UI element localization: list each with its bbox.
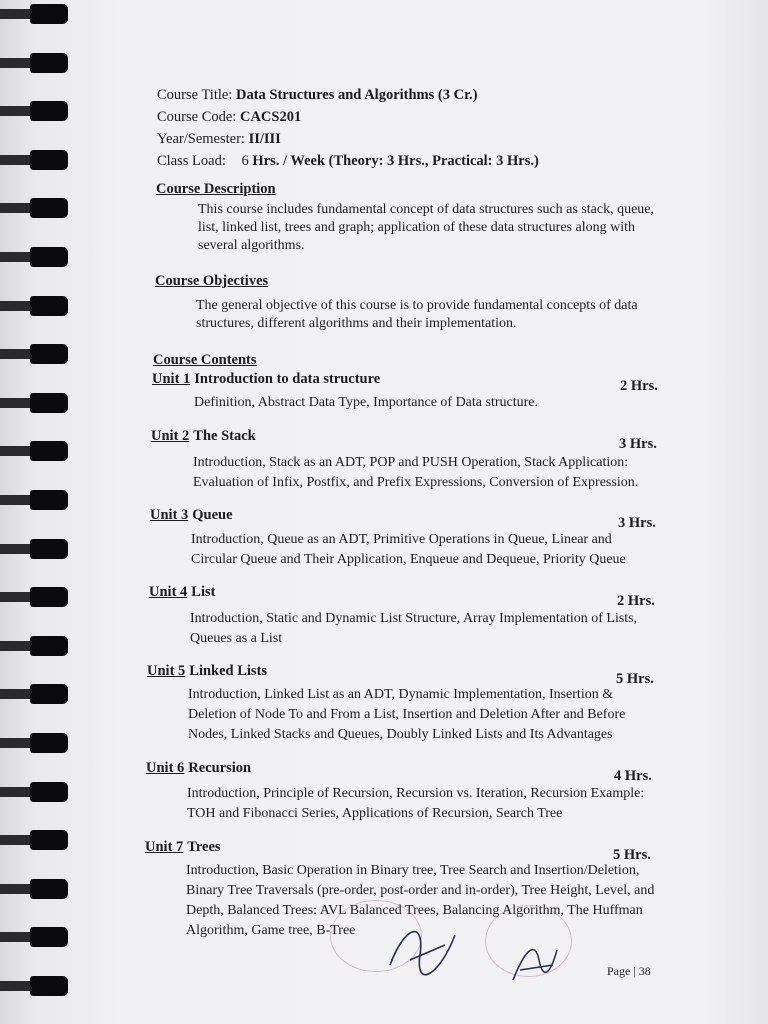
class-load-number: 6 bbox=[241, 153, 249, 169]
course-code-value: CACS201 bbox=[239, 109, 302, 125]
unit-heading bbox=[152, 371, 380, 388]
unit-number: Unit 1 bbox=[152, 371, 191, 387]
course-title-row bbox=[157, 84, 539, 106]
binding-hole bbox=[30, 344, 68, 364]
unit-description: Introduction, Queue as an ADT, Primitive Operations in Queue, Linear and Circular Queue and Their Application, Enqueue and Dequeue, Priority Queue bbox=[191, 532, 626, 567]
unit-title: Introduction to data structure bbox=[194, 371, 381, 387]
unit-number: Unit 4 bbox=[149, 584, 188, 600]
binding-hole bbox=[30, 830, 68, 850]
binding-hole bbox=[30, 53, 68, 73]
class-load-value: Hrs. / Week (Theory: 3 Hrs., Practical: 3 Hrs.) bbox=[252, 153, 539, 169]
binding-hole bbox=[30, 636, 68, 656]
binding-hole bbox=[30, 101, 68, 121]
unit-number: Unit 6 bbox=[146, 760, 185, 776]
unit-number: Unit 2 bbox=[151, 428, 190, 444]
binding-hole bbox=[30, 4, 68, 24]
course-title-label: Course Title: bbox=[157, 87, 233, 103]
binding-hole bbox=[30, 441, 68, 461]
class-load-row bbox=[157, 150, 539, 172]
binding-hole bbox=[30, 490, 68, 510]
unit-heading bbox=[145, 839, 221, 856]
unit-number: Unit 7 bbox=[145, 839, 184, 855]
unit-description: Introduction, Stack as an ADT, POP and PUSH Operation, Stack Application: Evaluation of Infix, Postfix, and Prefix Expressions, Conversion of Expression. bbox=[193, 455, 639, 490]
unit-title: List bbox=[191, 584, 216, 600]
unit-hours: 2 Hrs. bbox=[617, 593, 655, 609]
unit-title: Linked Lists bbox=[189, 663, 268, 679]
unit-description: Introduction, Basic Operation in Binary tree, Tree Search and Insertion/Deletion, Binary Tree Traversals (pre-order, post-order and in-order), Tree Height, Level, and Depth, Balanced Trees: AVL Balanced Trees, Balancing Algorithm, The Huffman Algorithm, Game tree, B-Tree bbox=[186, 863, 655, 938]
binding-hole bbox=[30, 684, 68, 704]
unit-title: The Stack bbox=[193, 428, 256, 444]
unit-hours: 3 Hrs. bbox=[619, 436, 657, 452]
course-code-row bbox=[157, 106, 539, 128]
unit-hours: 4 Hrs. bbox=[614, 768, 652, 784]
course-description-text: This course includes fundamental concept of data structures such as stack, queue, list, linked list, trees and graph; application of these data structures along with several algorithms. bbox=[198, 202, 655, 253]
unit-title: Recursion bbox=[188, 760, 252, 776]
binding-hole bbox=[30, 539, 68, 559]
unit-title: Trees bbox=[187, 839, 221, 855]
binding-hole bbox=[30, 198, 68, 218]
binding-hole bbox=[30, 247, 68, 267]
year-semester-row bbox=[157, 128, 539, 150]
course-objectives-text: The general objective of this course is to provide fundamental concepts of data structures, different algorithms and their implementation. bbox=[196, 298, 638, 331]
page-number: Page | 38 bbox=[607, 964, 651, 978]
course-description-heading: Course Description bbox=[156, 181, 276, 197]
binding-hole bbox=[30, 927, 68, 947]
course-contents-heading: Course Contents bbox=[153, 352, 257, 368]
unit-hours: 2 Hrs. bbox=[620, 378, 658, 394]
unit-hours: 5 Hrs. bbox=[616, 671, 654, 687]
unit-description: Introduction, Static and Dynamic List Structure, Array Implementation of Lists, Queues as a List bbox=[190, 611, 638, 646]
binding-hole bbox=[30, 733, 68, 753]
binding-hole bbox=[30, 879, 68, 899]
unit-heading bbox=[147, 663, 267, 680]
course-title-value: Data Structures and Algorithms (3 Cr.) bbox=[235, 87, 478, 103]
unit-heading bbox=[151, 428, 256, 445]
signature-icon bbox=[380, 915, 470, 985]
course-objectives-heading: Course Objectives bbox=[155, 273, 269, 289]
year-semester-value: II/III bbox=[248, 131, 281, 147]
unit-hours: 5 Hrs. bbox=[613, 847, 651, 863]
binding-hole bbox=[30, 782, 68, 802]
binding-hole bbox=[30, 587, 68, 607]
course-header bbox=[157, 84, 539, 172]
signature-icon bbox=[505, 930, 565, 990]
unit-number: Unit 3 bbox=[150, 507, 189, 523]
unit-heading bbox=[150, 507, 233, 524]
unit-heading bbox=[149, 584, 215, 601]
binding-hole bbox=[30, 393, 68, 413]
binding-hole bbox=[30, 150, 68, 170]
unit-description: Introduction, Linked List as an ADT, Dynamic Implementation, Insertion & Deletion of Node To and From a List, Insertion and Deletion After and Before Nodes, Linked Stacks and Queues, Doubly Linked Lists and Its Advantages bbox=[188, 687, 626, 742]
unit-description: Introduction, Principle of Recursion, Recursion vs. Iteration, Recursion Example: TOH and Fibonacci Series, Applications of Recursion, Search Tree bbox=[187, 786, 645, 821]
course-code-label: Course Code: bbox=[157, 109, 237, 125]
unit-heading bbox=[146, 760, 251, 777]
spiral-binding bbox=[0, 0, 70, 1024]
binding-hole bbox=[30, 976, 68, 996]
unit-number: Unit 5 bbox=[147, 663, 186, 679]
unit-description: Definition, Abstract Data Type, Importance of Data structure. bbox=[194, 395, 538, 410]
year-semester-label: Year/Semester: bbox=[157, 131, 245, 147]
unit-hours: 3 Hrs. bbox=[618, 515, 656, 531]
class-load-label: Class Load: bbox=[157, 153, 226, 169]
unit-title: Queue bbox=[192, 507, 233, 523]
binding-hole bbox=[30, 296, 68, 316]
